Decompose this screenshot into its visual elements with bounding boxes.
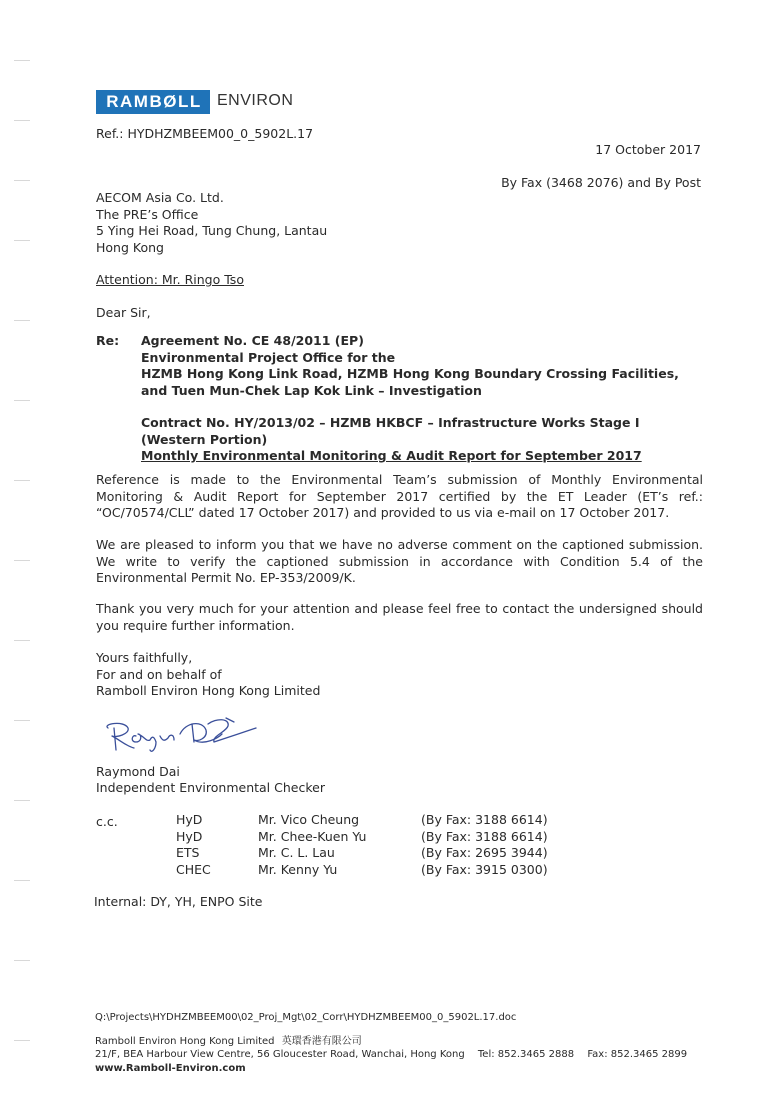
- cc-fax: (By Fax: 2695 3944): [421, 845, 548, 860]
- signatory-title: Independent Environmental Checker: [96, 780, 325, 795]
- footer-website[interactable]: www.Ramboll-Environ.com: [95, 1063, 246, 1074]
- cc-name: Mr. Vico Cheung: [258, 812, 360, 827]
- address-line: Hong Kong: [96, 239, 164, 255]
- footer-address-line: [95, 1048, 687, 1062]
- footer-address: 21/F, BEA Harbour View Centre, 56 Gloucester Road, Wanchai, Hong Kong: [95, 1049, 465, 1060]
- footer-tel: Tel: 852.3465 2888: [477, 1049, 575, 1060]
- cc-org: HyD: [176, 812, 203, 827]
- cc-names: [258, 812, 366, 878]
- paragraph-thanks: Thank you very much for your attention and please feel free to contact the undersigned should you require further information.: [96, 601, 703, 633]
- salutation: Dear Sir,: [96, 305, 151, 320]
- logo-subbrand: ENVIRON: [217, 92, 294, 109]
- footer-fax: Fax: 852.3465 2899: [587, 1049, 688, 1060]
- cc-fax: (By Fax: 3188 6614): [421, 828, 548, 844]
- cc-org: ETS: [176, 845, 200, 860]
- subject-line: Agreement No. CE 48/2011 (EP): [141, 333, 364, 348]
- closing-line: Ramboll Environ Hong Kong Limited: [96, 683, 321, 698]
- cc-org: CHEC: [176, 861, 211, 877]
- cc-org: HyD: [176, 828, 203, 844]
- cc-name: Mr. Kenny Yu: [258, 861, 338, 877]
- attention-line: Attention: Mr. Ringo Tso: [96, 272, 244, 287]
- contract-line: Contract No. HY/2013/02 – HZMB HKBCF – Infrastructure Works Stage I: [141, 415, 640, 430]
- logo-brand: RAMBØLL: [106, 92, 202, 111]
- cc-fax: (By Fax: 3188 6614): [421, 812, 548, 827]
- signatory-name: Raymond Dai: [96, 764, 180, 779]
- report-title: Monthly Environmental Monitoring & Audit Report for September 2017: [141, 448, 642, 463]
- footer-company-line: [95, 1035, 362, 1049]
- cc-orgs: [176, 812, 211, 878]
- address-line: 5 Ying Hei Road, Tung Chung, Lantau: [96, 223, 328, 238]
- address-line: The PRE’s Office: [96, 206, 199, 222]
- footer-file-path: Q:\Projects\HYDHZMBEEM00\02_Proj_Mgt\02_Corr\HYDHZMBEEM00_0_5902L.17.doc: [95, 1012, 517, 1023]
- handwritten-signature: [94, 712, 264, 758]
- cc-fax: (By Fax: 3915 0300): [421, 861, 548, 877]
- letter-date: 17 October 2017: [595, 142, 701, 157]
- internal-distribution: Internal: DY, YH, ENPO Site: [94, 894, 263, 909]
- address-line: AECOM Asia Co. Ltd.: [96, 190, 224, 205]
- company-logo: [96, 90, 210, 114]
- delivery-method: By Fax (3468 2076) and By Post: [501, 175, 701, 190]
- subject-line: HZMB Hong Kong Link Road, HZMB Hong Kong Boundary Crossing Facilities,: [141, 366, 679, 381]
- closing-block: [96, 650, 320, 700]
- cc-name: Mr. C. L. Lau: [258, 845, 335, 860]
- subject-line: and Tuen Mun-Chek Lap Kok Link – Investigation: [141, 382, 482, 398]
- closing-line: For and on behalf of: [96, 666, 222, 682]
- cc-faxes: [421, 812, 548, 878]
- paragraph-verification: We are pleased to inform you that we have no adverse comment on the captioned submission. We write to verify the captioned submission in accordance with Condition 5.4 of the Environmental Permit No. EP-353/2009/K.: [96, 537, 703, 585]
- re-label: Re:: [96, 333, 120, 348]
- contract-line: (Western Portion): [141, 431, 268, 447]
- footer-company: Ramboll Environ Hong Kong Limited: [95, 1036, 275, 1047]
- reference-number: Ref.: HYDHZMBEEM00_0_5902L.17: [96, 126, 314, 141]
- cc-name: Mr. Chee-Kuen Yu: [258, 828, 367, 844]
- subject-block: [141, 333, 706, 465]
- closing-line: Yours faithfully,: [96, 650, 193, 665]
- page-edge-marks: [14, 20, 34, 1090]
- cc-label: c.c.: [96, 814, 118, 829]
- footer-company-chinese: 英環香港有限公司: [281, 1036, 362, 1047]
- subject-line: Environmental Project Office for the: [141, 349, 396, 365]
- paragraph-reference: Reference is made to the Environmental Team’s submission of Monthly Environmental Monitoring & Audit Report for September 2017 certified by the ET Leader (ET’s ref.: “OC/70574/CLL” dated 17 October 2017) and provided to us via e-mail on 17 October 2017.: [96, 472, 703, 520]
- recipient-address: [96, 190, 327, 256]
